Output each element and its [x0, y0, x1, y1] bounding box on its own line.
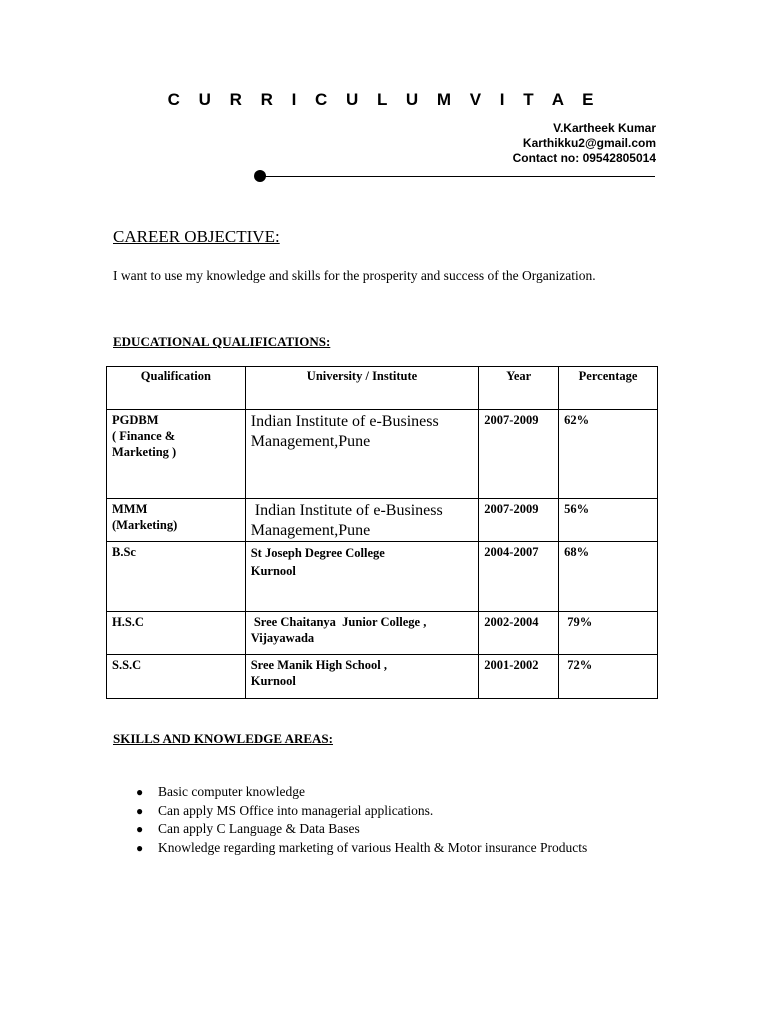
list-item [136, 802, 587, 821]
career-objective-heading: CAREER OBJECTIVE: [113, 227, 280, 246]
column-header: University / Institute [245, 367, 479, 410]
qualification-cell: B.Sc [107, 542, 246, 612]
institute-cell: Sree Manik High School , Kurnool [245, 655, 479, 699]
institute-cell: St Joseph Degree College Kurnool [245, 542, 479, 612]
year-cell: 2007-2009 [479, 410, 559, 499]
table-row [107, 655, 658, 699]
list-item [136, 839, 587, 858]
skill-text: Basic computer knowledge [158, 784, 305, 799]
year-cell: 2004-2007 [479, 542, 559, 612]
document-title: C U R R I C U L U M V I T A E [167, 90, 601, 109]
percentage-cell: 68% [559, 542, 658, 612]
qualification-cell: H.S.C [107, 612, 246, 655]
bullet-icon: ● [136, 840, 144, 855]
table-row [107, 542, 658, 612]
column-header: Percentage [559, 367, 658, 410]
year-cell: 2001-2002 [479, 655, 559, 699]
year-cell: 2002-2004 [479, 612, 559, 655]
skills-heading: SKILLS AND KNOWLEDGE AREAS: [113, 731, 333, 746]
skill-text: Can apply C Language & Data Bases [158, 821, 360, 836]
list-item [136, 820, 587, 839]
applicant-phone: Contact no: 09542805014 [512, 151, 656, 165]
institute-cell: Sree Chaitanya Junior College , Vijayawada [245, 612, 479, 655]
applicant-email: Karthikku2@gmail.com [522, 136, 656, 150]
percentage-cell: 62% [559, 410, 658, 499]
table-row [107, 612, 658, 655]
qualification-cell: MMM (Marketing) [107, 499, 246, 542]
list-item [136, 783, 587, 802]
institute-cell: Indian Institute of e-Business Management,Pune [245, 499, 479, 542]
column-header: Qualification [107, 367, 246, 410]
percentage-cell: 56% [559, 499, 658, 542]
skills-list [136, 783, 587, 857]
institute-cell: Indian Institute of e-Business Management,Pune [245, 410, 479, 499]
qualification-cell: PGDBM ( Finance & Marketing ) [107, 410, 246, 499]
year-cell: 2007-2009 [479, 499, 559, 542]
header-divider [258, 176, 655, 177]
education-heading: EDUCATIONAL QUALIFICATIONS: [113, 334, 331, 349]
skill-text: Knowledge regarding marketing of various Health & Motor insurance Products [158, 839, 588, 855]
table-header-row [107, 367, 658, 410]
percentage-cell: 72% [559, 655, 658, 699]
column-header: Year [479, 367, 559, 410]
bullet-icon: ● [136, 822, 144, 836]
percentage-cell: 79% [559, 612, 658, 655]
bullet-icon: ● [136, 785, 144, 799]
career-objective-text: I want to use my knowledge and skills for the prosperity and success of the Organization. [113, 268, 596, 283]
contact-block [513, 121, 656, 166]
skill-text: Can apply MS Office into managerial applications. [158, 802, 434, 818]
bullet-icon: ● [136, 803, 144, 818]
qualification-cell: S.S.C [107, 655, 246, 699]
applicant-name: V.Kartheek Kumar [553, 121, 656, 135]
table-row [107, 499, 658, 542]
table-row [107, 410, 658, 499]
education-table [106, 366, 658, 699]
